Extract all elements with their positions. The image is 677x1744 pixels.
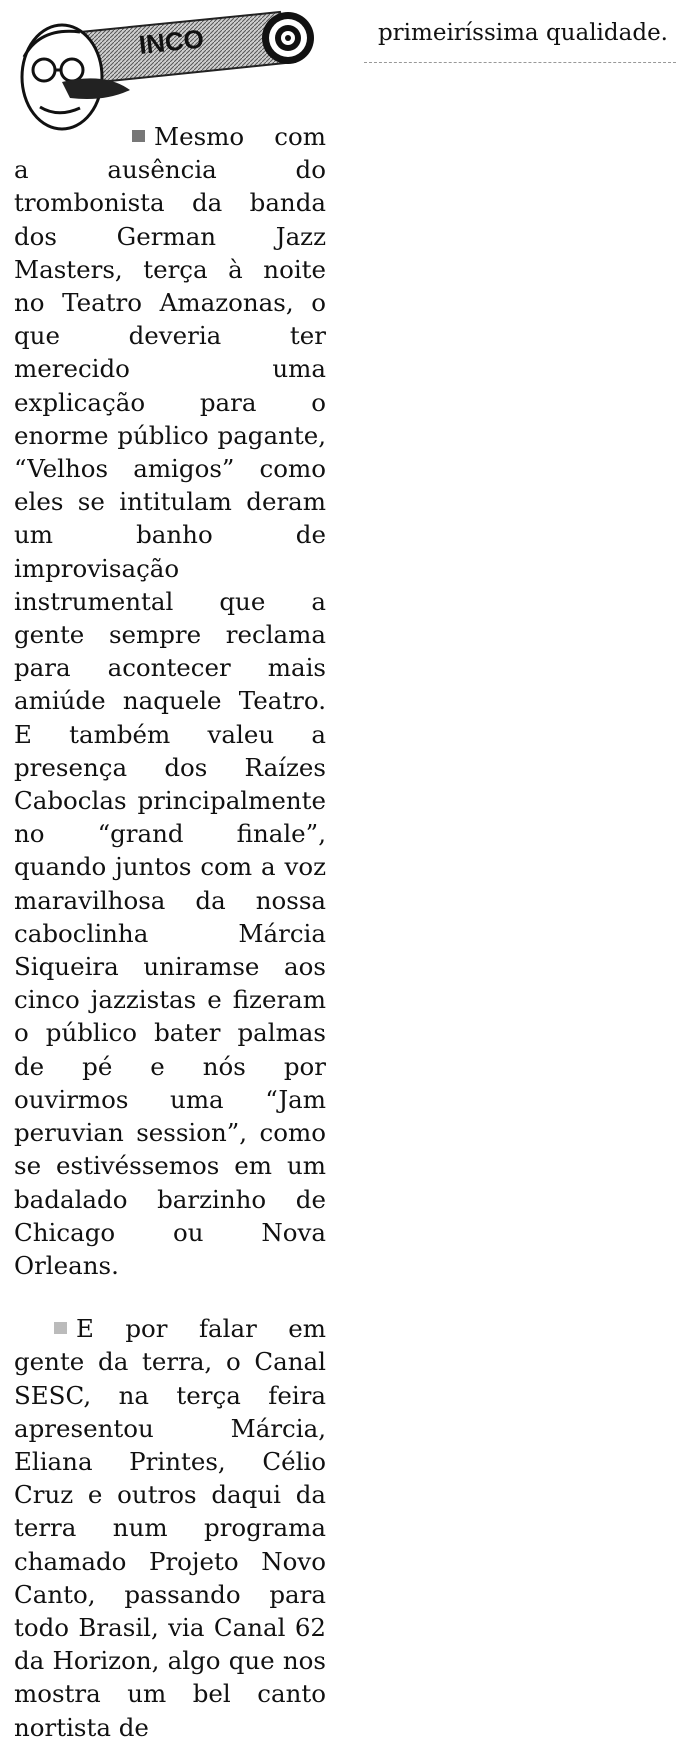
right-column [358, 18, 668, 48]
article-paragraph-2 [14, 1312, 326, 1744]
paragraph-bullet-icon [54, 1322, 67, 1334]
right-column-rule [364, 62, 676, 64]
logo-lettering: INCO [137, 23, 206, 60]
left-column-article [14, 120, 326, 1744]
paragraph-1-text: Mesmo com a ausência do trombonista da banda dos German Jazz Masters, terça à noite no Teatro Amazonas, o que deveria ter merecido uma explicação para o enorme público pagante, “Velhos amigos” como eles se intitulam deram um banho de improvisação instrumental que a gente sempre reclama para acontecer mais amiúde naquele Teatro. E também valeu a presença dos Raízes Caboclas principalmente no “grand finale”, quando juntos com a voz maravilhosa da nossa caboclinha Márcia Siqueira uniramse aos cinco jazzistas e fizeram o público bater palmas de pé e nós por ouvirmos uma “Jam peruvian session”, como se estivéssemos em um badalado barzinho de Chicago ou Nova Orleans. [14, 122, 326, 1280]
column-logo-illustration [10, 2, 320, 132]
right-column-text: primeiríssima qualidade. [377, 20, 668, 46]
column-divider [340, 0, 341, 1517]
paragraph-bullet-icon [132, 130, 145, 142]
paragraph-2-text: E por falar em gente da terra, o Canal SESC, na terça feira apresentou Márcia, Eliana Printes, Célio Cruz e outros daqui da terra num programa chamado Projeto Novo Canto, passando para todo Brasil, via Canal 62 da Horizon, algo que nos mostra um bel canto nortista de [14, 1314, 326, 1742]
article-paragraph-1 [14, 120, 326, 1282]
